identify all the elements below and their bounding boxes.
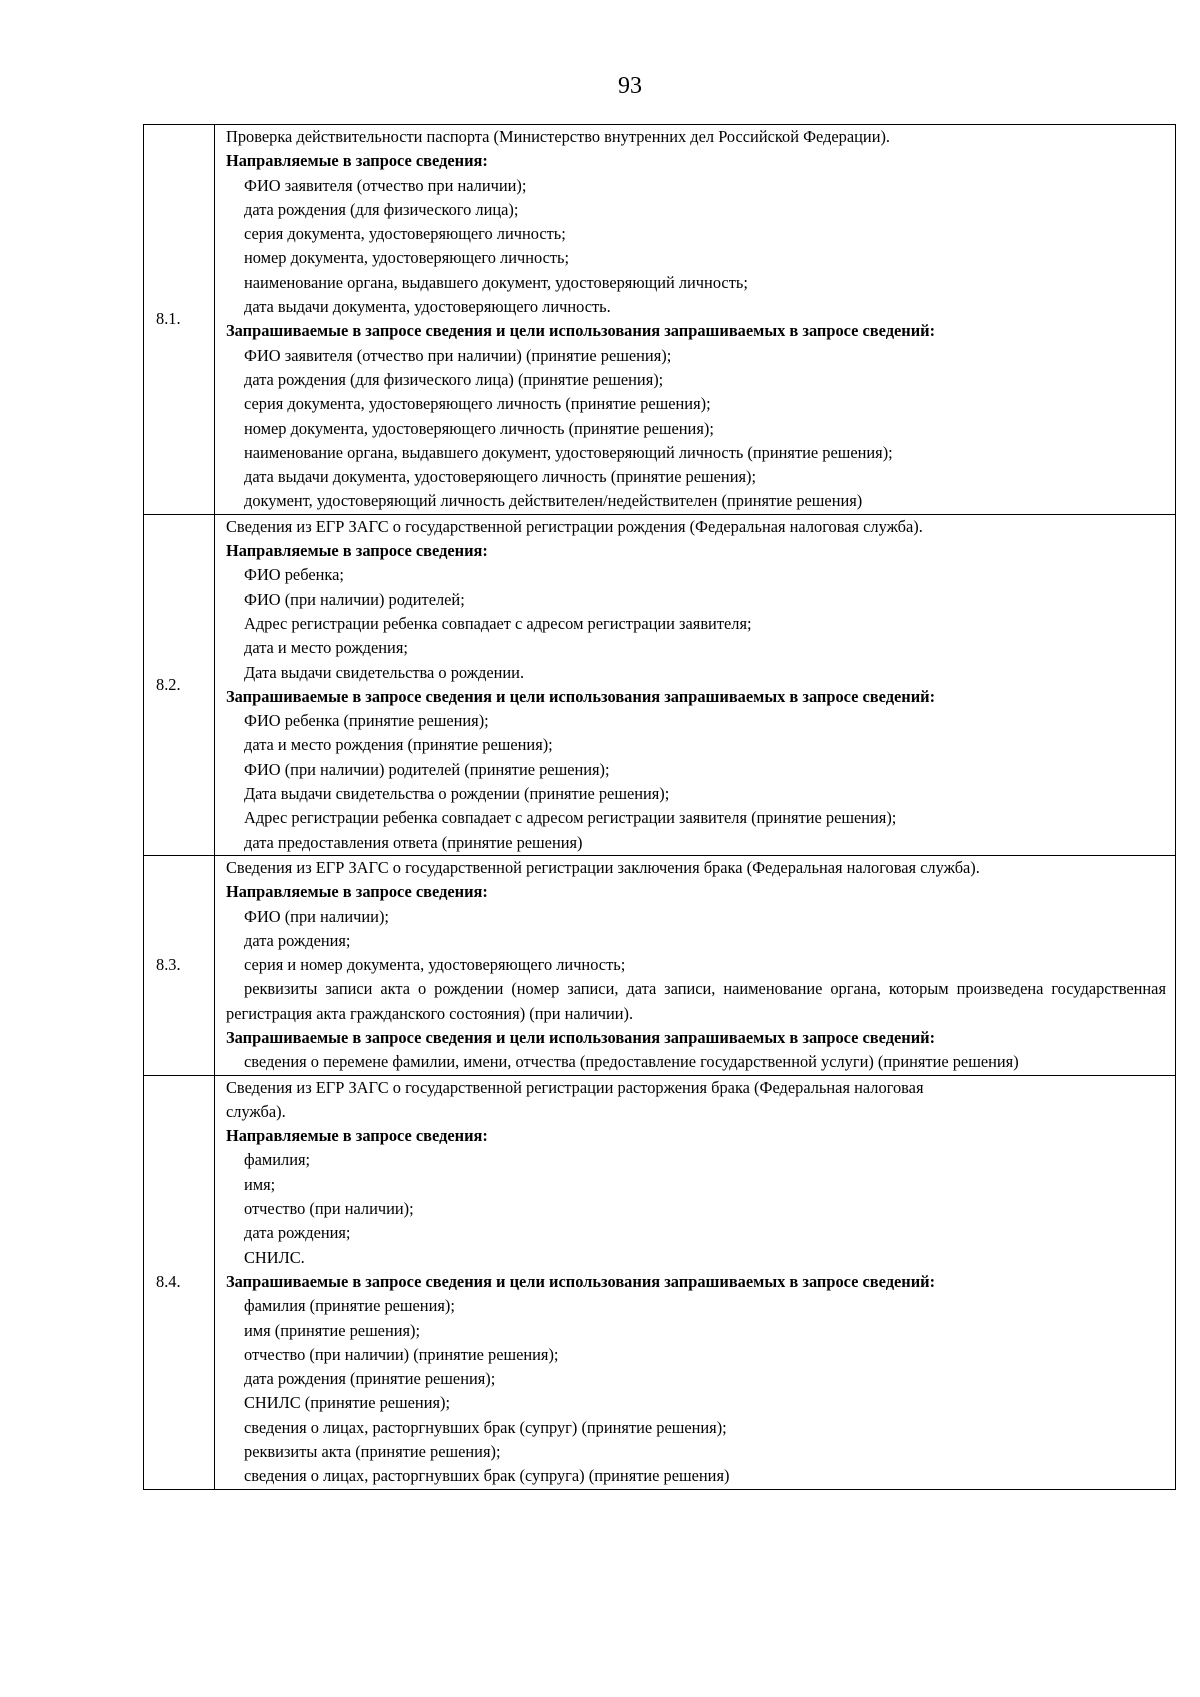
sent-heading: Направляемые в запросе сведения: <box>226 882 488 902</box>
table-row <box>144 514 1176 855</box>
requested-heading: Запрашиваемые в запросе сведения и цели использования запрашиваемых в запросе сведений: <box>226 686 936 706</box>
list-item: Адрес регистрации ребенка совпадает с адресом регистрации заявителя; <box>244 613 752 633</box>
list-item: серия и номер документа, удостоверяющего личность; <box>244 955 626 975</box>
row-number: 8.2. <box>144 514 215 855</box>
row-number: 8.3. <box>144 855 215 1075</box>
row-title-continued: служба). <box>226 1101 286 1121</box>
list-item: фамилия (принятие решения); <box>244 1296 455 1316</box>
list-item: номер документа, удостоверяющего личность (принятие решения); <box>244 418 714 438</box>
requested-heading: Запрашиваемые в запросе сведения и цели использования запрашиваемых в запросе сведений: <box>226 1271 936 1291</box>
list-item: дата выдачи документа, удостоверяющего личность (принятие решения); <box>244 467 757 487</box>
row-content <box>215 514 1176 855</box>
list-item: СНИЛС (принятие решения); <box>244 1393 451 1413</box>
list-item: дата и место рождения (принятие решения); <box>244 735 553 755</box>
list-item: наименование органа, выдавшего документ, удостоверяющий личность; <box>244 272 748 292</box>
list-item: реквизиты акта (принятие решения); <box>244 1442 501 1462</box>
list-item: ФИО заявителя (отчество при наличии); <box>244 175 527 195</box>
row-number: 8.1. <box>144 125 215 515</box>
list-item: ФИО (при наличии) родителей; <box>244 589 465 609</box>
list-item: ФИО ребенка (принятие решения); <box>244 711 489 731</box>
list-item: наименование органа, выдавшего документ, удостоверяющий личность (принятие решения); <box>244 442 893 462</box>
list-item: отчество (при наличии) (принятие решения); <box>244 1344 559 1364</box>
list-item: серия документа, удостоверяющего личность; <box>244 224 566 244</box>
list-item: дата рождения (принятие решения); <box>244 1369 496 1389</box>
list-item: СНИЛС. <box>244 1247 305 1267</box>
list-item: дата предоставления ответа (принятие решения) <box>244 832 583 852</box>
table-row <box>144 855 1176 1075</box>
list-item: фамилия; <box>244 1150 311 1170</box>
row-title: Сведения из ЕГР ЗАГС о государственной регистрации заключения брака (Федеральная налоговая служба). <box>226 857 980 877</box>
requested-heading: Запрашиваемые в запросе сведения и цели использования запрашиваемых в запросе сведений: <box>226 1027 936 1047</box>
list-item: Дата выдачи свидетельства о рождении (принятие решения); <box>244 784 670 804</box>
sent-heading: Направляемые в запросе сведения: <box>226 1126 488 1146</box>
list-item: дата рождения; <box>244 930 351 950</box>
list-item: ФИО заявителя (отчество при наличии) (принятие решения); <box>244 345 672 365</box>
table-row <box>144 1075 1176 1489</box>
list-item: дата рождения (для физического лица); <box>244 199 519 219</box>
list-item: имя; <box>244 1174 276 1194</box>
row-content <box>215 855 1176 1075</box>
list-item: дата и место рождения; <box>244 638 408 658</box>
list-item: серия документа, удостоверяющего личность (принятие решения); <box>244 394 711 414</box>
sent-heading: Направляемые в запросе сведения: <box>226 151 488 171</box>
list-item: Дата выдачи свидетельства о рождении. <box>244 662 525 682</box>
list-item: ФИО ребенка; <box>244 565 344 585</box>
page-number: 93 <box>618 73 642 99</box>
services-table <box>143 124 1176 1490</box>
requested-heading: Запрашиваемые в запросе сведения и цели использования запрашиваемых в запросе сведений: <box>226 321 936 341</box>
row-content <box>215 1075 1176 1489</box>
list-paragraph: сведения о перемене фамилии, имени, отчества (предоставление государственной услуги) (принятие решения) <box>244 1052 1019 1072</box>
sent-heading: Направляемые в запросе сведения: <box>226 541 488 561</box>
row-title: Сведения из ЕГР ЗАГС о государственной регистрации расторжения брака (Федеральная налоговая <box>226 1077 924 1097</box>
list-item: сведения о лицах, расторгнувших брак (супруг) (принятие решения); <box>244 1417 727 1437</box>
list-item: Адрес регистрации ребенка совпадает с адресом регистрации заявителя (принятие решения); <box>244 808 897 828</box>
list-item: ФИО (при наличии); <box>244 906 389 926</box>
list-item: дата выдачи документа, удостоверяющего личность. <box>244 297 611 317</box>
list-paragraph: реквизиты записи акта о рождении (номер записи, дата записи, наименование органа, которым произведена государственная регистрация акта гражданского состояния) (при наличии). <box>226 979 1166 1023</box>
list-item: сведения о лицах, расторгнувших брак (супруга) (принятие решения) <box>244 1466 730 1486</box>
list-item: отчество (при наличии); <box>244 1199 414 1219</box>
list-item: дата рождения; <box>244 1223 351 1243</box>
list-item: ФИО (при наличии) родителей (принятие решения); <box>244 759 610 779</box>
row-content <box>215 125 1176 515</box>
list-item: номер документа, удостоверяющего личность; <box>244 248 570 268</box>
list-item: дата рождения (для физического лица) (принятие решения); <box>244 369 664 389</box>
row-title: Проверка действительности паспорта (Министерство внутренних дел Российской Федерации). <box>226 127 891 146</box>
list-item: документ, удостоверяющий личность действителен/недействителен (принятие решения) <box>244 491 863 511</box>
row-title: Сведения из ЕГР ЗАГС о государственной регистрации рождения (Федеральная налоговая служба). <box>226 516 923 536</box>
row-number: 8.4. <box>144 1075 215 1489</box>
table-row <box>144 125 1176 515</box>
list-item: имя (принятие решения); <box>244 1320 421 1340</box>
